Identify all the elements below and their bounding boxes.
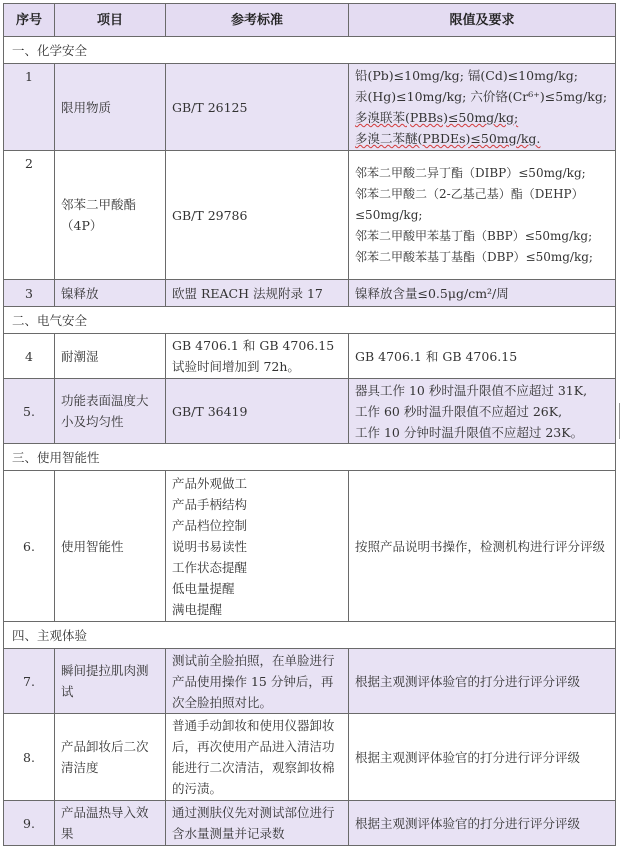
row-standard: GB/T 36419 xyxy=(166,379,349,444)
row-requirement: 按照产品说明书操作，检测机构进行评分评级 xyxy=(349,471,616,622)
header-item: 项目 xyxy=(55,4,166,37)
standards-table xyxy=(3,3,616,846)
row-item: 使用智能性 xyxy=(55,471,166,622)
row-standard: GB/T 26125 xyxy=(166,64,349,151)
row-number: 4 xyxy=(4,334,55,379)
std-line: 产品档位控制 xyxy=(172,517,248,533)
row-number: 9. xyxy=(4,801,55,846)
std-line: 工作状态提醒 xyxy=(172,559,248,575)
row-item: 功能表面温度大小及均匀性 xyxy=(55,379,166,444)
row-item: 产品温热导入效果 xyxy=(55,801,166,846)
table-row xyxy=(4,379,616,444)
table-row xyxy=(4,471,616,622)
row-number: 2 xyxy=(4,151,55,280)
table-row xyxy=(4,151,616,280)
row-number: 7. xyxy=(4,649,55,714)
row-number: 8. xyxy=(4,714,55,801)
req-line: ≤50mg/kg; xyxy=(355,207,423,222)
req-line: 多溴联苯(PBBs)≤50mg/kg; xyxy=(355,110,519,125)
row-standard: 欧盟 REACH 法规附录 17 xyxy=(166,280,349,307)
row-requirement: 根据主观测评体验官的打分进行评分评级 xyxy=(349,649,616,714)
row-requirement xyxy=(349,64,616,151)
section-title: 四、主观体验 xyxy=(4,622,616,649)
row-number: 6. xyxy=(4,471,55,622)
std-line: 低电量提醒 xyxy=(172,580,235,596)
std-line: 满电提醒 xyxy=(172,601,223,617)
row-standard: GB 4706.1 和 GB 4706.15 试验时间增加到 72h。 xyxy=(166,334,349,379)
row-standard: 通过测肤仪先对测试部位进行含水量测量并记录数 xyxy=(166,801,349,846)
section-title: 一、化学安全 xyxy=(4,37,616,64)
row-item: 产品卸妆后二次清洁度 xyxy=(55,714,166,801)
row-requirement: 根据主观测评体验官的打分进行评分评级 xyxy=(349,714,616,801)
header-no: 序号 xyxy=(4,4,55,37)
table-row xyxy=(4,649,616,714)
req-line: 邻苯二甲酸二异丁酯（DIBP）≤50mg/kg; xyxy=(355,165,586,180)
row-item: 瞬间提拉肌肉测试 xyxy=(55,649,166,714)
table-row xyxy=(4,801,616,846)
req-line: 器具工作 10 秒时温升限值不应超过 31K, xyxy=(355,382,588,398)
section-title: 三、使用智能性 xyxy=(4,444,616,471)
table-row xyxy=(4,64,616,151)
req-line: 邻苯二甲酸苯基丁基酯（DBP）≤50mg/kg; xyxy=(355,249,593,264)
header-row xyxy=(4,4,616,37)
row-number: 3 xyxy=(4,280,55,307)
row-requirement: GB 4706.1 和 GB 4706.15 xyxy=(349,334,616,379)
row-requirement xyxy=(349,151,616,280)
table-row xyxy=(4,280,616,307)
page-edge-mark xyxy=(619,403,620,439)
req-line: 邻苯二甲酸甲苯基丁酯（BBP）≤50mg/kg; xyxy=(355,228,593,243)
table-row xyxy=(4,334,616,379)
req-line: 工作 10 分钟时温升限值不应超过 23K。 xyxy=(355,424,584,440)
req-line: 工作 60 秒时温升限值不应超过 26K, xyxy=(355,403,563,419)
std-line: 产品手柄结构 xyxy=(172,496,248,512)
std-line: 产品外观做工 xyxy=(172,475,248,491)
row-requirement xyxy=(349,379,616,444)
section-row xyxy=(4,622,616,649)
row-standard: GB/T 29786 xyxy=(166,151,349,280)
section-row xyxy=(4,307,616,334)
row-item: 邻苯二甲酸酯（4P） xyxy=(55,151,166,280)
row-standard: 普通手动卸妆和使用仪器卸妆后，再次使用产品进入清洁功能进行二次清洁，观察卸妆棉的污渍。 xyxy=(166,714,349,801)
row-standard xyxy=(166,471,349,622)
req-line: 多溴二苯醚(PBDEs)≤50mg/kg. xyxy=(355,131,541,146)
row-requirement: 镍释放含量≤0.5μg/cm²/周 xyxy=(349,280,616,307)
row-number: 1 xyxy=(4,64,55,151)
section-row xyxy=(4,37,616,64)
row-number: 5. xyxy=(4,379,55,444)
req-line: 邻苯二甲酸二（2-乙基己基）酯（DEHP） xyxy=(355,186,584,201)
header-requirement: 限值及要求 xyxy=(349,4,616,37)
std-line: 说明书易读性 xyxy=(172,538,248,554)
section-row xyxy=(4,444,616,471)
req-line: 铅(Pb)≤10mg/kg; 镉(Cd)≤10mg/kg; xyxy=(355,68,578,83)
section-title: 二、电气安全 xyxy=(4,307,616,334)
table-row xyxy=(4,714,616,801)
header-standard: 参考标准 xyxy=(166,4,349,37)
row-requirement: 根据主观测评体验官的打分进行评分评级 xyxy=(349,801,616,846)
row-item: 限用物质 xyxy=(55,64,166,151)
row-standard: 测试前全脸拍照，在单脸进行产品使用操作 15 分钟后，再次全脸拍照对比。 xyxy=(166,649,349,714)
row-item: 耐潮湿 xyxy=(55,334,166,379)
req-line: 汞(Hg)≤10mg/kg; 六价铬(Cr⁶⁺)≤5mg/kg; xyxy=(355,89,608,104)
row-item: 镍释放 xyxy=(55,280,166,307)
